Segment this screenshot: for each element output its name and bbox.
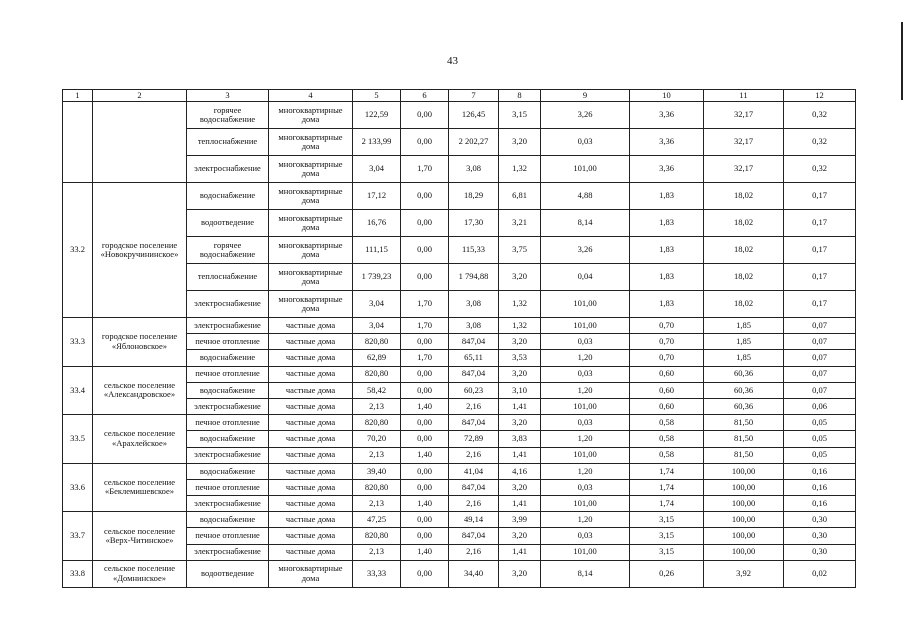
housing-type: частные дома [269, 528, 353, 544]
column-header: 4 [269, 90, 353, 102]
group-number: 33.8 [63, 560, 93, 587]
value-col9: 101,00 [541, 544, 630, 560]
value-col9: 101,00 [541, 447, 630, 463]
value-col5: 111,15 [353, 237, 401, 264]
value-col9: 101,00 [541, 291, 630, 318]
service-type: электроснабжение [187, 496, 269, 512]
service-type: электроснабжение [187, 291, 269, 318]
value-col9: 3,26 [541, 237, 630, 264]
housing-type: частные дома [269, 431, 353, 447]
value-col11: 81,50 [704, 415, 784, 431]
service-type: печное отопление [187, 334, 269, 350]
value-col6: 0,00 [401, 183, 449, 210]
value-col8: 3,83 [499, 431, 541, 447]
table-row [63, 183, 856, 210]
value-col11: 60,36 [704, 382, 784, 398]
value-col10: 3,15 [630, 544, 704, 560]
value-col10: 1,74 [630, 463, 704, 479]
value-col9: 0,04 [541, 264, 630, 291]
housing-type: частные дома [269, 479, 353, 495]
value-col6: 1,40 [401, 398, 449, 414]
value-col11: 18,02 [704, 183, 784, 210]
value-col10: 3,15 [630, 528, 704, 544]
value-col8: 1,32 [499, 318, 541, 334]
value-col11: 1,85 [704, 334, 784, 350]
value-col12: 0,07 [784, 334, 856, 350]
value-col8: 1,32 [499, 156, 541, 183]
column-header: 12 [784, 90, 856, 102]
value-col7: 2,16 [449, 496, 499, 512]
value-col11: 32,17 [704, 129, 784, 156]
value-col10: 0,60 [630, 398, 704, 414]
value-col8: 6,81 [499, 183, 541, 210]
value-col11: 18,02 [704, 210, 784, 237]
housing-type: частные дома [269, 512, 353, 528]
value-col6: 0,00 [401, 512, 449, 528]
housing-type: частные дома [269, 415, 353, 431]
value-col6: 1,70 [401, 156, 449, 183]
service-type: электроснабжение [187, 447, 269, 463]
value-col9: 1,20 [541, 512, 630, 528]
column-number-row [63, 90, 856, 102]
value-col5: 2 133,99 [353, 129, 401, 156]
group-number [63, 102, 93, 183]
value-col5: 3,04 [353, 291, 401, 318]
value-col12: 0,07 [784, 318, 856, 334]
service-type: горячее водоснабжение [187, 237, 269, 264]
value-col5: 33,33 [353, 560, 401, 587]
housing-type: частные дома [269, 366, 353, 382]
page-number: 43 [447, 55, 458, 67]
value-col12: 0,16 [784, 479, 856, 495]
value-col7: 3,08 [449, 318, 499, 334]
value-col11: 3,92 [704, 560, 784, 587]
value-col7: 115,33 [449, 237, 499, 264]
value-col6: 0,00 [401, 264, 449, 291]
value-col6: 0,00 [401, 237, 449, 264]
housing-type: многоквартирные дома [269, 291, 353, 318]
value-col5: 820,80 [353, 415, 401, 431]
value-col11: 100,00 [704, 512, 784, 528]
housing-type: частные дома [269, 318, 353, 334]
value-col9: 1,20 [541, 350, 630, 366]
value-col6: 0,00 [401, 560, 449, 587]
value-col7: 2,16 [449, 398, 499, 414]
settlement-name: сельское поселение «Домнинское» [93, 560, 187, 587]
value-col10: 0,70 [630, 318, 704, 334]
value-col11: 100,00 [704, 496, 784, 512]
value-col6: 0,00 [401, 431, 449, 447]
table-row [63, 415, 856, 431]
value-col5: 39,40 [353, 463, 401, 479]
value-col12: 0,17 [784, 210, 856, 237]
service-type: печное отопление [187, 415, 269, 431]
settlement-name: сельское поселение «Александровское» [93, 366, 187, 415]
value-col12: 0,30 [784, 528, 856, 544]
value-col5: 2,13 [353, 544, 401, 560]
value-col5: 122,59 [353, 102, 401, 129]
value-col6: 1,70 [401, 291, 449, 318]
value-col9: 0,03 [541, 334, 630, 350]
value-col7: 34,40 [449, 560, 499, 587]
value-col11: 32,17 [704, 156, 784, 183]
value-col8: 3,10 [499, 382, 541, 398]
value-col8: 3,20 [499, 334, 541, 350]
value-col12: 0,07 [784, 382, 856, 398]
column-header: 9 [541, 90, 630, 102]
value-col9: 101,00 [541, 496, 630, 512]
value-col5: 17,12 [353, 183, 401, 210]
column-header: 11 [704, 90, 784, 102]
value-col10: 3,15 [630, 512, 704, 528]
value-col7: 49,14 [449, 512, 499, 528]
value-col5: 820,80 [353, 528, 401, 544]
value-col8: 3,20 [499, 415, 541, 431]
value-col11: 60,36 [704, 366, 784, 382]
service-type: водоснабжение [187, 183, 269, 210]
value-col12: 0,07 [784, 366, 856, 382]
value-col11: 18,02 [704, 264, 784, 291]
housing-type: частные дома [269, 382, 353, 398]
value-col11: 100,00 [704, 528, 784, 544]
service-type: электроснабжение [187, 318, 269, 334]
value-col5: 16,76 [353, 210, 401, 237]
value-col9: 1,20 [541, 463, 630, 479]
settlement-name [93, 102, 187, 183]
value-col8: 3,21 [499, 210, 541, 237]
value-col7: 847,04 [449, 334, 499, 350]
value-col6: 0,00 [401, 479, 449, 495]
service-type: теплоснабжение [187, 129, 269, 156]
housing-type: частные дома [269, 447, 353, 463]
group-number: 33.6 [63, 463, 93, 512]
value-col6: 1,40 [401, 544, 449, 560]
value-col10: 0,60 [630, 366, 704, 382]
value-col7: 60,23 [449, 382, 499, 398]
value-col8: 1,41 [499, 398, 541, 414]
housing-type: многоквартирные дома [269, 264, 353, 291]
value-col5: 47,25 [353, 512, 401, 528]
value-col5: 3,04 [353, 318, 401, 334]
value-col12: 0,16 [784, 496, 856, 512]
column-header: 2 [93, 90, 187, 102]
service-type: водоотведение [187, 560, 269, 587]
value-col11: 100,00 [704, 544, 784, 560]
value-col11: 32,17 [704, 102, 784, 129]
housing-type: многоквартирные дома [269, 183, 353, 210]
settlement-name: сельское поселение «Арахлейское» [93, 415, 187, 464]
value-col10: 0,58 [630, 447, 704, 463]
value-col6: 0,00 [401, 382, 449, 398]
value-col12: 0,16 [784, 463, 856, 479]
value-col5: 2,13 [353, 447, 401, 463]
service-type: электроснабжение [187, 544, 269, 560]
value-col6: 1,40 [401, 447, 449, 463]
group-number: 33.2 [63, 183, 93, 318]
housing-type: частные дома [269, 350, 353, 366]
housing-type: многоквартирные дома [269, 129, 353, 156]
value-col11: 100,00 [704, 463, 784, 479]
value-col7: 847,04 [449, 415, 499, 431]
group-number: 33.4 [63, 366, 93, 415]
value-col5: 2,13 [353, 496, 401, 512]
value-col11: 81,50 [704, 431, 784, 447]
value-col9: 0,03 [541, 528, 630, 544]
value-col6: 0,00 [401, 528, 449, 544]
page-edge-mark [901, 22, 903, 100]
value-col12: 0,06 [784, 398, 856, 414]
service-type: электроснабжение [187, 156, 269, 183]
value-col10: 3,36 [630, 156, 704, 183]
value-col11: 100,00 [704, 479, 784, 495]
column-header: 7 [449, 90, 499, 102]
value-col7: 65,11 [449, 350, 499, 366]
service-type: печное отопление [187, 479, 269, 495]
value-col9: 101,00 [541, 318, 630, 334]
value-col5: 70,20 [353, 431, 401, 447]
value-col10: 1,83 [630, 210, 704, 237]
value-col8: 1,41 [499, 496, 541, 512]
value-col10: 0,58 [630, 415, 704, 431]
value-col5: 820,80 [353, 334, 401, 350]
value-col6: 0,00 [401, 334, 449, 350]
table-row [63, 463, 856, 479]
value-col9: 8,14 [541, 560, 630, 587]
service-type: теплоснабжение [187, 264, 269, 291]
column-header: 8 [499, 90, 541, 102]
service-type: водоснабжение [187, 350, 269, 366]
service-type: водоснабжение [187, 463, 269, 479]
table-row [63, 512, 856, 528]
value-col9: 0,03 [541, 366, 630, 382]
value-col12: 0,05 [784, 431, 856, 447]
service-type: горячее водоснабжение [187, 102, 269, 129]
value-col6: 0,00 [401, 129, 449, 156]
value-col5: 62,89 [353, 350, 401, 366]
value-col12: 0,05 [784, 415, 856, 431]
value-col12: 0,30 [784, 512, 856, 528]
value-col10: 0,26 [630, 560, 704, 587]
value-col7: 2,16 [449, 447, 499, 463]
value-col9: 0,03 [541, 129, 630, 156]
value-col6: 1,40 [401, 496, 449, 512]
value-col7: 17,30 [449, 210, 499, 237]
table-row [63, 366, 856, 382]
value-col8: 4,16 [499, 463, 541, 479]
value-col10: 1,83 [630, 237, 704, 264]
value-col12: 0,17 [784, 291, 856, 318]
value-col6: 0,00 [401, 463, 449, 479]
value-col10: 1,83 [630, 264, 704, 291]
housing-type: частные дома [269, 496, 353, 512]
value-col10: 0,70 [630, 350, 704, 366]
value-col10: 1,74 [630, 496, 704, 512]
value-col11: 81,50 [704, 447, 784, 463]
value-col12: 0,07 [784, 350, 856, 366]
value-col10: 0,58 [630, 431, 704, 447]
value-col7: 3,08 [449, 156, 499, 183]
value-col8: 3,99 [499, 512, 541, 528]
value-col7: 847,04 [449, 528, 499, 544]
value-col8: 3,20 [499, 479, 541, 495]
value-col12: 0,05 [784, 447, 856, 463]
value-col8: 3,20 [499, 528, 541, 544]
value-col7: 2,16 [449, 544, 499, 560]
value-col7: 2 202,27 [449, 129, 499, 156]
housing-type: частные дома [269, 544, 353, 560]
value-col10: 0,60 [630, 382, 704, 398]
value-col7: 3,08 [449, 291, 499, 318]
value-col7: 126,45 [449, 102, 499, 129]
value-col7: 847,04 [449, 479, 499, 495]
service-type: водоснабжение [187, 512, 269, 528]
value-col11: 1,85 [704, 318, 784, 334]
housing-type: частные дома [269, 334, 353, 350]
value-col5: 3,04 [353, 156, 401, 183]
value-col12: 0,17 [784, 264, 856, 291]
value-col8: 3,20 [499, 129, 541, 156]
housing-type: частные дома [269, 398, 353, 414]
value-col9: 4,88 [541, 183, 630, 210]
housing-type: многоквартирные дома [269, 237, 353, 264]
value-col7: 41,04 [449, 463, 499, 479]
value-col12: 0,32 [784, 129, 856, 156]
table-row [63, 560, 856, 587]
value-col10: 1,74 [630, 479, 704, 495]
settlement-name: сельское поселение «Верх-Читинское» [93, 512, 187, 561]
value-col8: 1,41 [499, 447, 541, 463]
service-type: печное отопление [187, 528, 269, 544]
value-col11: 18,02 [704, 237, 784, 264]
value-col8: 3,53 [499, 350, 541, 366]
service-type: водоснабжение [187, 382, 269, 398]
value-col12: 0,17 [784, 183, 856, 210]
value-col6: 1,70 [401, 350, 449, 366]
value-col6: 0,00 [401, 102, 449, 129]
value-col12: 0,17 [784, 237, 856, 264]
table-row [63, 318, 856, 334]
column-header: 10 [630, 90, 704, 102]
settlement-name: городское поселение «Яблоновское» [93, 318, 187, 367]
value-col10: 1,83 [630, 183, 704, 210]
group-number: 33.5 [63, 415, 93, 464]
value-col8: 3,75 [499, 237, 541, 264]
value-col10: 0,70 [630, 334, 704, 350]
value-col11: 60,36 [704, 398, 784, 414]
value-col11: 18,02 [704, 291, 784, 318]
value-col5: 2,13 [353, 398, 401, 414]
value-col7: 1 794,88 [449, 264, 499, 291]
value-col5: 820,80 [353, 366, 401, 382]
value-col10: 3,36 [630, 102, 704, 129]
value-col9: 101,00 [541, 398, 630, 414]
column-header: 3 [187, 90, 269, 102]
column-header: 6 [401, 90, 449, 102]
value-col5: 820,80 [353, 479, 401, 495]
value-col9: 8,14 [541, 210, 630, 237]
tariff-table [62, 89, 856, 588]
column-header: 1 [63, 90, 93, 102]
value-col8: 1,41 [499, 544, 541, 560]
value-col10: 3,36 [630, 129, 704, 156]
group-number: 33.3 [63, 318, 93, 367]
group-number: 33.7 [63, 512, 93, 561]
value-col12: 0,32 [784, 102, 856, 129]
value-col8: 3,20 [499, 560, 541, 587]
service-type: водоснабжение [187, 431, 269, 447]
service-type: водоотведение [187, 210, 269, 237]
value-col9: 0,03 [541, 415, 630, 431]
value-col9: 1,20 [541, 431, 630, 447]
value-col7: 847,04 [449, 366, 499, 382]
value-col10: 1,83 [630, 291, 704, 318]
value-col12: 0,02 [784, 560, 856, 587]
value-col7: 72,89 [449, 431, 499, 447]
column-header: 5 [353, 90, 401, 102]
housing-type: многоквартирные дома [269, 560, 353, 587]
housing-type: многоквартирные дома [269, 210, 353, 237]
value-col8: 1,32 [499, 291, 541, 318]
value-col9: 1,20 [541, 382, 630, 398]
value-col5: 1 739,23 [353, 264, 401, 291]
value-col12: 0,32 [784, 156, 856, 183]
settlement-name: городское поселение «Новокручининское» [93, 183, 187, 318]
service-type: печное отопление [187, 366, 269, 382]
settlement-name: сельское поселение «Беклемишевское» [93, 463, 187, 512]
value-col6: 0,00 [401, 210, 449, 237]
value-col9: 101,00 [541, 156, 630, 183]
value-col8: 3,20 [499, 264, 541, 291]
value-col8: 3,15 [499, 102, 541, 129]
value-col7: 18,29 [449, 183, 499, 210]
value-col5: 58,42 [353, 382, 401, 398]
value-col11: 1,85 [704, 350, 784, 366]
value-col8: 3,20 [499, 366, 541, 382]
value-col6: 1,70 [401, 318, 449, 334]
table-body [63, 102, 856, 588]
value-col9: 0,03 [541, 479, 630, 495]
value-col6: 0,00 [401, 415, 449, 431]
housing-type: многоквартирные дома [269, 156, 353, 183]
value-col9: 3,26 [541, 102, 630, 129]
value-col12: 0,30 [784, 544, 856, 560]
service-type: электроснабжение [187, 398, 269, 414]
table-row [63, 102, 856, 129]
housing-type: частные дома [269, 463, 353, 479]
value-col6: 0,00 [401, 366, 449, 382]
housing-type: многоквартирные дома [269, 102, 353, 129]
